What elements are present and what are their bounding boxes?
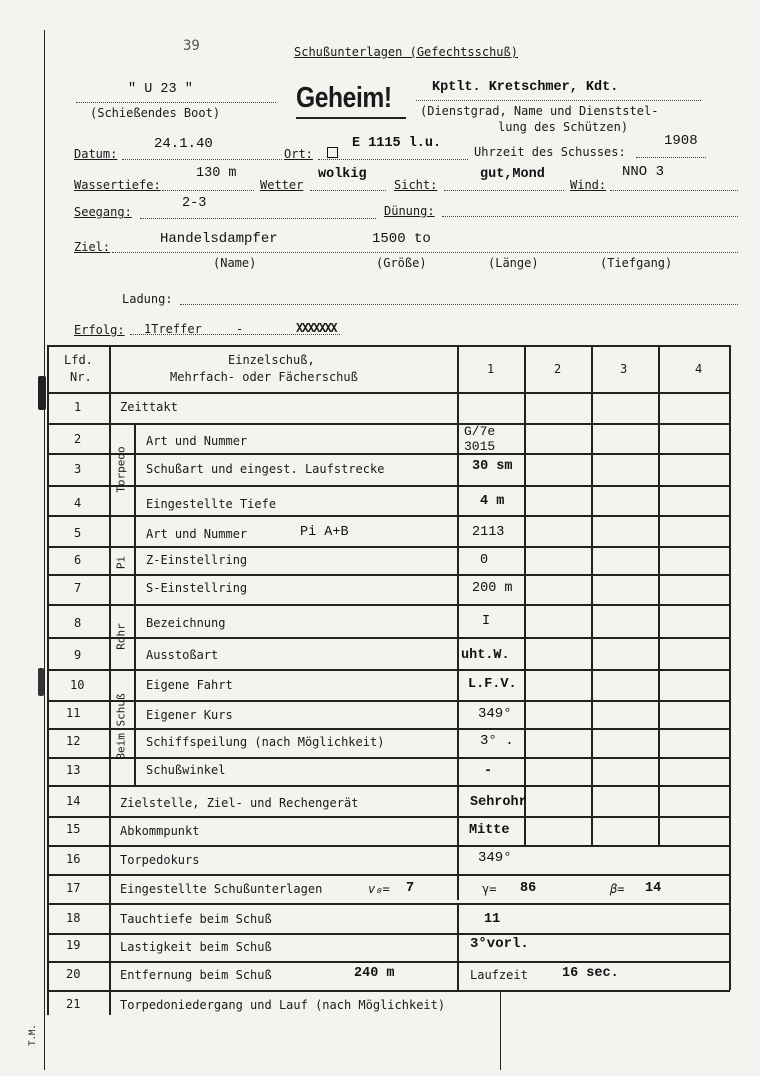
row-nr: 1 (74, 400, 82, 414)
row-line (48, 933, 730, 935)
row-nr: 14 (66, 794, 81, 808)
uhrzeit-value: 1908 (664, 133, 698, 149)
boat-dots (76, 102, 276, 103)
row-nr: 8 (74, 616, 82, 630)
sicht-value: gut,Mond (480, 167, 545, 182)
row-label: Ausstoßart (146, 648, 219, 662)
seegang-dots (140, 218, 376, 219)
erfolg-label: Erfolg: (74, 323, 125, 337)
erfolg-value: 1Treffer (144, 322, 202, 336)
row-nr: 7 (74, 581, 82, 595)
v-label: v₀= (368, 882, 390, 896)
row-nr: 11 (66, 706, 81, 720)
page-number: 39 (183, 38, 200, 54)
row-line (48, 515, 730, 517)
row-label: Abkommpunkt (120, 824, 200, 838)
header-col-2: 2 (554, 362, 562, 376)
row-nr: 4 (74, 496, 82, 510)
wassertiefe-label: Wassertiefe: (74, 178, 161, 192)
row-label: Schußwinkel (146, 763, 226, 777)
row-value: uht.W. (461, 648, 510, 663)
tiefgang-label: (Tiefgang) (600, 256, 673, 270)
geheim-underline (296, 117, 406, 119)
header-col-3: 3 (620, 362, 628, 376)
erfolg-dash: - (236, 322, 244, 336)
left-binding-line (44, 30, 45, 1070)
seegang-value: 2-3 (182, 196, 207, 211)
row-value: 11 (484, 912, 501, 927)
ziel-name-value: Handelsdampfer (160, 231, 278, 247)
row-value: 3° . (480, 733, 514, 749)
col-line-3 (591, 345, 593, 845)
beta-value: 14 (645, 881, 662, 896)
row-line (48, 546, 730, 548)
laufzeit-label: Laufzeit (470, 968, 528, 982)
col-line-2 (524, 345, 526, 845)
row-label: Z-Einstellring (146, 553, 248, 567)
ort-checkbox (327, 147, 338, 158)
col-line-left (47, 345, 49, 1015)
col-line-4 (658, 345, 660, 845)
group-rohr: Rohr (114, 623, 128, 650)
row-nr: 10 (70, 678, 85, 692)
row-line (48, 845, 730, 847)
row-nr: 3 (74, 462, 82, 476)
row-value: 200 m (472, 581, 513, 596)
row-label: S-Einstellring (146, 581, 248, 595)
header-col-1: 1 (487, 362, 495, 376)
v-value: 7 (406, 881, 415, 896)
row-nr: 19 (66, 938, 81, 952)
row-value: Sehrohr (470, 795, 527, 810)
row-line (48, 453, 730, 455)
datum-label: Datum: (74, 147, 118, 161)
header-einzelschuss: Einzelschuß, (228, 353, 315, 367)
row-nr: 5 (74, 526, 82, 540)
row-label: Eigener Kurs (146, 708, 233, 722)
col-line-1-lower (457, 903, 459, 990)
group-beim-schuss: Beim Schuß (114, 693, 128, 760)
wetter-value: wolkig (318, 167, 367, 182)
row-label: Entfernung beim Schuß (120, 968, 272, 982)
wassertiefe-dots (162, 190, 254, 191)
row-label: Zielstelle, Ziel- und Rechengerät (120, 796, 359, 810)
row-nr: 18 (66, 911, 81, 925)
row-label: Schußart und eingest. Laufstrecke (146, 462, 385, 476)
col-line-right (729, 345, 731, 990)
ort-label: Ort: (284, 147, 313, 161)
row-label: Torpedokurs (120, 853, 200, 867)
row-value: 349° (478, 850, 512, 866)
group-pi: Pi (114, 555, 128, 570)
header-nr: Nr. (70, 370, 92, 384)
row-line (48, 990, 730, 992)
table-top-border (48, 345, 730, 347)
row-label: Bezeichnung (146, 616, 226, 630)
row-label: Zeittakt (120, 400, 178, 414)
erfolg-struck-text: XXXXXXX (296, 321, 337, 335)
row-nr: 2 (74, 432, 82, 446)
row-label: Eingestellte Schußunterlagen (120, 882, 323, 896)
row-nr: 9 (74, 648, 82, 662)
row-value: - (484, 764, 493, 779)
row-label: Eingestellte Tiefe (146, 497, 277, 511)
duenung-dots (442, 216, 738, 217)
gamma-value: 86 (520, 881, 537, 896)
sicht-label: Sicht: (394, 178, 438, 192)
punch-mark (38, 668, 44, 696)
form-title: Schußunterlagen (Gefechtsschuß) (294, 45, 518, 59)
header-mehrfach: Mehrfach- oder Fächerschuß (170, 370, 358, 384)
row-value: 3°vorl. (470, 936, 529, 952)
col-line-nr (109, 345, 111, 1015)
boat-label: (Schießendes Boot) (90, 106, 221, 120)
ziel-groesse-value: 1500 to (372, 231, 431, 247)
row-value: 30 sm (472, 459, 513, 474)
wetter-dots (310, 190, 386, 191)
sicht-dots (444, 190, 564, 191)
row-nr: 15 (66, 822, 81, 836)
name-label: (Name) (213, 256, 257, 270)
boat-value: " U 23 " (128, 82, 193, 97)
row-label: Schiffspeilung (nach Möglichkeit) (146, 735, 385, 749)
commander-dots (416, 100, 701, 101)
row-nr: 6 (74, 553, 82, 567)
ziel-dots (112, 252, 738, 253)
row-line (48, 757, 730, 759)
commander-value: Kptlt. Kretschmer, Kdt. (432, 80, 619, 95)
row-line (48, 485, 730, 487)
seegang-label: Seegang: (74, 205, 132, 219)
row-nr: 20 (66, 967, 81, 981)
row-value: L.F.V. (468, 677, 517, 692)
group-sep (109, 669, 135, 671)
row-line (48, 423, 730, 425)
row-label: Torpedoniedergang und Lauf (nach Möglichkeit) (120, 998, 446, 1012)
row-label: Art und Nummer (146, 434, 248, 448)
group-sep (109, 604, 135, 606)
row-label-extra: Pi A+B (300, 525, 349, 540)
uhrzeit-dots (636, 157, 706, 158)
row-line (48, 816, 730, 818)
entfernung-value: 240 m (354, 966, 395, 981)
wetter-label: Wetter (260, 178, 304, 192)
uhrzeit-label: Uhrzeit des Schusses: (474, 145, 626, 159)
row-label: Lastigkeit beim Schuß (120, 940, 272, 954)
row-label: Eigene Fahrt (146, 678, 233, 692)
commander-label-1: (Dienstgrad, Name und Dienststel- (420, 104, 659, 118)
row-nr: 21 (66, 997, 81, 1011)
erfolg-dots (130, 334, 340, 335)
row-value: Mitte (469, 823, 510, 838)
beta-label: β= (610, 882, 625, 896)
row-line (48, 574, 730, 576)
row-value: I (482, 614, 491, 629)
gamma-label: γ= (482, 882, 497, 896)
ziel-label: Ziel: (74, 240, 111, 254)
row-value: G/7e 3015 (464, 424, 496, 454)
wind-label: Wind: (570, 178, 607, 192)
row-line (48, 637, 730, 639)
datum-dots (122, 159, 282, 160)
commander-label-2: lung des Schützen) (498, 120, 629, 134)
table-header-bottom (48, 392, 730, 394)
row-line (48, 785, 730, 787)
row-line (48, 874, 730, 876)
row-value: 2113 (472, 525, 505, 540)
margin-note: T.M. (27, 1024, 38, 1046)
row-line (48, 669, 730, 671)
row-line (48, 700, 730, 702)
row-line (48, 961, 730, 963)
laenge-label: (Länge) (488, 256, 539, 270)
header-lfd: Lfd. (64, 353, 93, 367)
row-nr: 16 (66, 852, 81, 866)
row-value: 0 (480, 553, 489, 568)
col-line-bottom-mid (500, 990, 501, 1070)
groesse-label: (Größe) (376, 256, 427, 270)
duenung-label: Dünung: (384, 204, 435, 218)
row-line (48, 604, 730, 606)
wind-dots (610, 190, 738, 191)
laufzeit-value: 16 sec. (562, 966, 619, 981)
row-line (48, 903, 730, 905)
row-nr: 12 (66, 734, 81, 748)
row-value: 4 m (480, 494, 505, 509)
ort-value: E 1115 l.u. (352, 136, 442, 151)
row-nr: 13 (66, 763, 81, 777)
row-line (48, 728, 730, 730)
row-label: Tauchtiefe beim Schuß (120, 912, 272, 926)
row-value: 349° (478, 706, 512, 722)
wassertiefe-value: 130 m (196, 166, 237, 181)
geheim-stamp: Geheim! (296, 82, 392, 114)
row-label: Art und Nummer (146, 527, 248, 541)
header-col-4: 4 (695, 362, 703, 376)
group-sep (109, 515, 135, 517)
punch-mark (38, 376, 46, 410)
group-torpedo: Torpedo (114, 446, 128, 493)
wind-value: NNO 3 (622, 164, 665, 180)
ladung-label: Ladung: (122, 292, 173, 306)
ladung-dots (180, 304, 738, 305)
row-nr: 17 (66, 881, 81, 895)
datum-value: 24.1.40 (154, 136, 213, 152)
col-line-1 (457, 345, 459, 900)
ort-dots (318, 159, 468, 160)
